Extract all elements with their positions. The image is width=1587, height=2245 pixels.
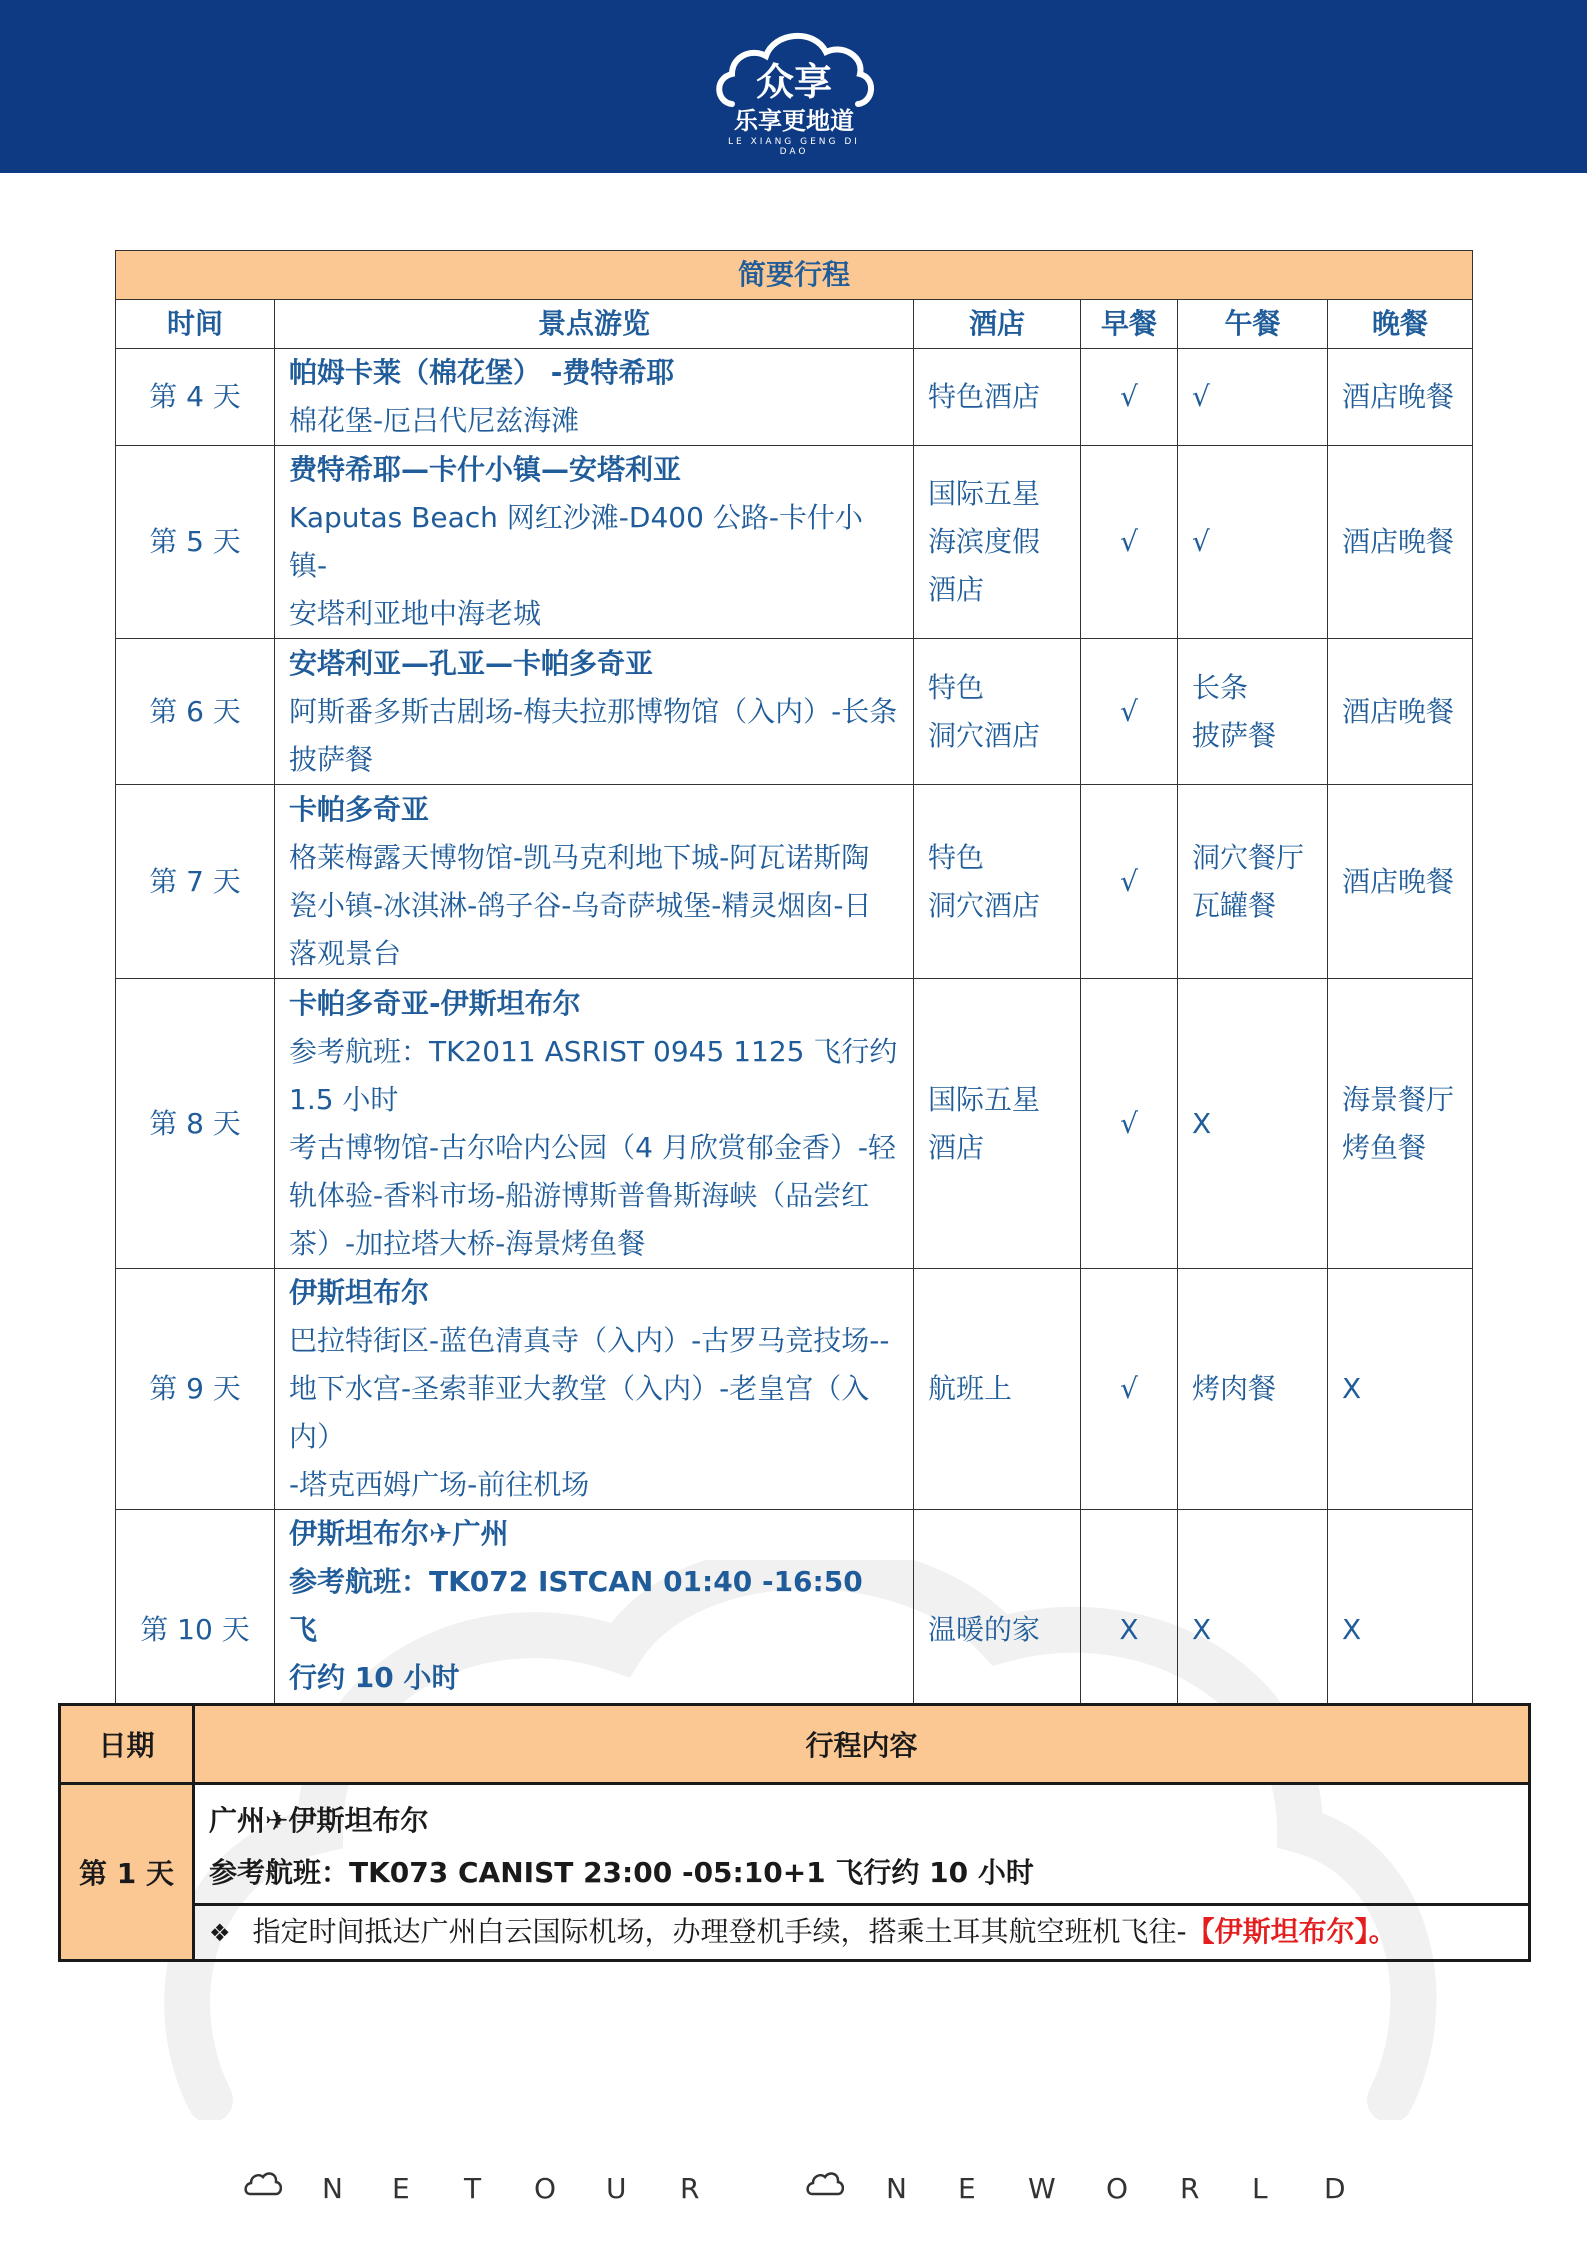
spots-line: 格莱梅露天博物馆-凯马克利地下城-阿瓦诺斯陶 bbox=[289, 840, 870, 874]
col-header-lunch: 午餐 bbox=[1178, 300, 1328, 349]
col-header-hotel: 酒店 bbox=[914, 300, 1081, 349]
footer-letter: R bbox=[680, 2172, 700, 2205]
hotel-cell bbox=[914, 979, 1081, 1269]
footer-letter: U bbox=[606, 2172, 627, 2205]
hotel-cell bbox=[914, 1269, 1081, 1510]
logo-sub-text: 乐享更地道 bbox=[734, 107, 854, 135]
lunch-cell bbox=[1178, 979, 1328, 1269]
col-header-spots: 景点游览 bbox=[275, 300, 914, 349]
hotel-cell bbox=[914, 639, 1081, 785]
spots-cell bbox=[275, 785, 914, 979]
spots-line: 瓷小镇-冰淇淋-鸽子谷-乌奇萨城堡-精灵烟囱-日 bbox=[289, 888, 872, 922]
brand-logo bbox=[712, 22, 876, 157]
table-row bbox=[116, 979, 1473, 1269]
hotel-cell bbox=[914, 446, 1081, 639]
dinner-line: 海景餐厅 bbox=[1342, 1082, 1455, 1116]
lunch-line: 长条 bbox=[1192, 670, 1249, 704]
breakfast-cell: √ bbox=[1081, 1269, 1178, 1510]
col-header-content: 行程内容 bbox=[194, 1705, 1530, 1784]
page-footer bbox=[0, 2160, 1587, 2220]
footer-letter: T bbox=[464, 2172, 482, 2205]
cloud-icon bbox=[806, 2170, 844, 2198]
lunch-line: √ bbox=[1192, 525, 1210, 558]
day-cell: 第 7 天 bbox=[116, 785, 275, 979]
route-title: 卡帕多奇亚-伊斯坦布尔 bbox=[289, 986, 581, 1020]
itinerary-flight: 参考航班：TK073 CANIST 23:00 -05:10+1 飞行约 10 小时 bbox=[209, 1856, 1034, 1889]
dinner-line: 酒店晚餐 bbox=[1342, 380, 1455, 413]
day-cell: 第 6 天 bbox=[116, 639, 275, 785]
spots-line: 轨体验-香料市场-船游博斯普鲁斯海峡（品尝红 bbox=[289, 1178, 870, 1212]
lunch-cell bbox=[1178, 639, 1328, 785]
logo-main-text: 众享 bbox=[755, 60, 832, 104]
footer-letter: W bbox=[1028, 2172, 1056, 2205]
route-title: 伊斯坦布尔✈广州 bbox=[289, 1517, 509, 1550]
table-row bbox=[116, 785, 1473, 979]
route-title: 帕姆卡莱（棉花堡） -费特希耶 bbox=[289, 356, 675, 389]
spots-cell bbox=[275, 639, 914, 785]
route-title: 安塔利亚—孔亚—卡帕多奇亚 bbox=[289, 646, 654, 680]
dinner-cell bbox=[1328, 1269, 1473, 1510]
footer-letter: N bbox=[322, 2172, 343, 2205]
dinner-cell bbox=[1328, 979, 1473, 1269]
day-cell: 第 8 天 bbox=[116, 979, 275, 1269]
spots-line: 阿斯番多斯古剧场-梅夫拉那博物馆（入内）-长条 bbox=[289, 694, 898, 728]
hotel-line: 航班上 bbox=[928, 1372, 1013, 1405]
table-row bbox=[116, 639, 1473, 785]
spots-line: 棉花堡-厄吕代尼兹海滩 bbox=[289, 404, 580, 437]
spots-line: 巴拉特街区-蓝色清真寺（入内）-古罗马竞技场-- bbox=[289, 1324, 890, 1357]
day-cell: 第 5 天 bbox=[116, 446, 275, 639]
hotel-cell bbox=[914, 349, 1081, 446]
footer-letter: L bbox=[1252, 2172, 1268, 2205]
spots-cell bbox=[275, 979, 914, 1269]
breakfast-cell: √ bbox=[1081, 446, 1178, 639]
lunch-line: 洞穴餐厅 bbox=[1192, 840, 1305, 874]
dinner-line: 烤鱼餐 bbox=[1342, 1130, 1427, 1164]
spots-cell bbox=[275, 1269, 914, 1510]
page-header bbox=[0, 0, 1587, 173]
flight-line: 行约 10 小时 bbox=[289, 1661, 460, 1694]
lunch-line: X bbox=[1192, 1106, 1212, 1140]
route-title: 费特希耶—卡什小镇—安塔利亚 bbox=[289, 453, 682, 486]
spots-line: 披萨餐 bbox=[289, 742, 374, 776]
spots-line: 安塔利亚地中海老城 bbox=[289, 597, 542, 630]
spots-cell bbox=[275, 446, 914, 639]
brief-itinerary-table bbox=[115, 250, 1473, 1751]
day-cell: 第 9 天 bbox=[116, 1269, 275, 1510]
diamond-bullet-icon: ❖ bbox=[209, 1919, 231, 1947]
breakfast-cell: √ bbox=[1081, 979, 1178, 1269]
hotel-line: 酒店 bbox=[928, 1130, 985, 1164]
footer-letter: O bbox=[1106, 2172, 1129, 2205]
lunch-cell bbox=[1178, 785, 1328, 979]
spots-line: 茶）-加拉塔大桥-海景烤鱼餐 bbox=[289, 1226, 646, 1260]
col-header-dinner: 晚餐 bbox=[1328, 300, 1473, 349]
footer-letter: N bbox=[886, 2172, 907, 2205]
cloud-icon bbox=[244, 2170, 282, 2198]
spots-line: 参考航班：TK2011 ASRIST 0945 1125 飞行约 bbox=[289, 1034, 898, 1068]
itinerary-route-cell bbox=[194, 1784, 1530, 1905]
dinner-line: 酒店晚餐 bbox=[1342, 694, 1455, 728]
spots-line: -塔克西姆广场-前往机场 bbox=[289, 1468, 590, 1501]
brief-table-title: 简要行程 bbox=[116, 251, 1473, 300]
hotel-cell bbox=[914, 785, 1081, 979]
daily-itinerary-table bbox=[58, 1703, 1531, 1962]
footer-letter: R bbox=[1180, 2172, 1200, 2205]
table-row bbox=[116, 349, 1473, 446]
breakfast-cell: X bbox=[1081, 1510, 1178, 1751]
day-cell: 第 4 天 bbox=[116, 349, 275, 446]
lunch-line: 披萨餐 bbox=[1192, 718, 1277, 752]
hotel-line: 国际五星 bbox=[928, 477, 1041, 510]
dinner-cell bbox=[1328, 639, 1473, 785]
spots-line: 地下水宫-圣索菲亚大教堂（入内）-老皇宫（入内） bbox=[289, 1372, 870, 1453]
hotel-line: 国际五星 bbox=[928, 1082, 1041, 1116]
footer-letter: E bbox=[392, 2172, 410, 2205]
footer-letter: D bbox=[1324, 2172, 1346, 2205]
lunch-line: 瓦罐餐 bbox=[1192, 888, 1277, 922]
spots-line: 考古博物馆-古尔哈内公园（4 月欣赏郁金香）-轻 bbox=[289, 1130, 896, 1164]
spots-cell bbox=[275, 349, 914, 446]
route-title: 卡帕多奇亚 bbox=[289, 792, 430, 826]
spots-line: 落观景台 bbox=[289, 936, 402, 970]
lunch-cell bbox=[1178, 446, 1328, 639]
hotel-line: 特色 bbox=[928, 840, 985, 874]
table-row bbox=[116, 446, 1473, 639]
hotel-line: 特色 bbox=[928, 670, 985, 704]
col-header-breakfast: 早餐 bbox=[1081, 300, 1178, 349]
col-header-date: 日期 bbox=[60, 1705, 194, 1784]
hotel-line: 温暖的家 bbox=[928, 1613, 1041, 1646]
spots-line: 1.5 小时 bbox=[289, 1082, 399, 1116]
breakfast-cell: √ bbox=[1081, 639, 1178, 785]
route-title: 伊斯坦布尔 bbox=[289, 1276, 430, 1309]
dinner-cell bbox=[1328, 349, 1473, 446]
dinner-line: 酒店晚餐 bbox=[1342, 525, 1455, 558]
day-cell: 第 10 天 bbox=[116, 1510, 275, 1751]
dinner-cell bbox=[1328, 446, 1473, 639]
hotel-line: 海滨度假 bbox=[928, 525, 1041, 558]
lunch-line: X bbox=[1192, 1613, 1212, 1646]
hotel-line: 酒店 bbox=[928, 573, 985, 606]
lunch-line: √ bbox=[1192, 380, 1210, 413]
spots-line: Kaputas Beach 网红沙滩-D400 公路-卡什小镇- bbox=[289, 501, 863, 582]
table-row bbox=[116, 1269, 1473, 1510]
lunch-cell bbox=[1178, 349, 1328, 446]
hotel-line: 特色酒店 bbox=[928, 380, 1041, 413]
col-header-time: 时间 bbox=[116, 300, 275, 349]
itinerary-route-title: 广州✈伊斯坦布尔 bbox=[209, 1804, 429, 1837]
itinerary-desc-cell bbox=[194, 1905, 1530, 1961]
itinerary-day-cell: 第 1 天 bbox=[60, 1784, 194, 1961]
logo-pinyin-text: LE XIANG GENG DI DAO bbox=[728, 137, 860, 157]
footer-letter: O bbox=[534, 2172, 557, 2205]
hotel-line: 洞穴酒店 bbox=[928, 888, 1041, 922]
lunch-line: 烤肉餐 bbox=[1192, 1372, 1277, 1405]
itinerary-desc-text: 指定时间抵达广州白云国际机场，办理登机手续，搭乘土耳其航空班机飞往- bbox=[252, 1915, 1187, 1948]
dinner-line: X bbox=[1342, 1613, 1362, 1646]
dinner-cell bbox=[1328, 785, 1473, 979]
dinner-line: X bbox=[1342, 1372, 1362, 1405]
hotel-line: 洞穴酒店 bbox=[928, 718, 1041, 752]
dinner-line: 酒店晚餐 bbox=[1342, 864, 1455, 898]
itinerary-destination-highlight: 【伊斯坦布尔】。 bbox=[1186, 1915, 1397, 1948]
lunch-cell bbox=[1178, 1269, 1328, 1510]
flight-line: 参考航班：TK072 ISTCAN 01:40 -16:50 飞 bbox=[289, 1565, 863, 1646]
footer-letter: E bbox=[958, 2172, 976, 2205]
breakfast-cell: √ bbox=[1081, 785, 1178, 979]
breakfast-cell: √ bbox=[1081, 349, 1178, 446]
